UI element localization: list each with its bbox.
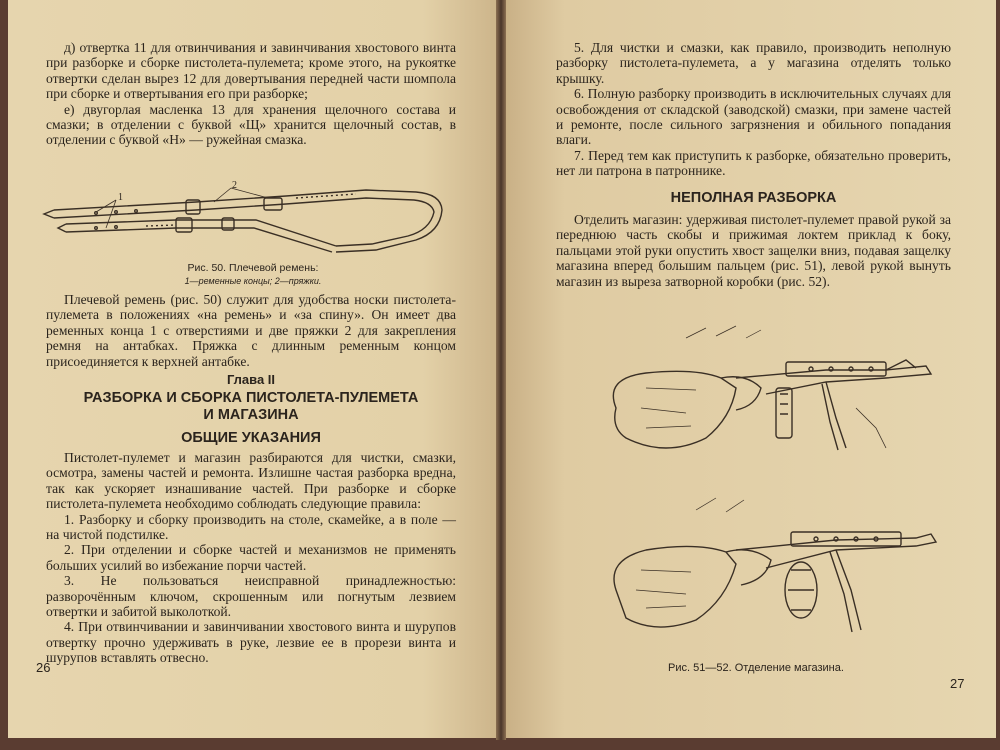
figure-50-caption: [118, 262, 388, 288]
item-d-text: д) отвертка 11 для отвинчивания и завинчивания хвостового винта при разборке и сборке пистолета-пулемета; кроме этого, на рукоятке отвертки сделан вырез 12 для довертывания передней части шомпола при сборке и отвертывания его при разборке;: [46, 40, 456, 102]
section-title-partial: НЕПОЛНАЯ РАЗБОРКА: [670, 190, 837, 206]
strap-description: [46, 292, 456, 369]
figure-label-2: 2: [232, 180, 237, 191]
item-e-text: е) двугорлая масленка 13 для хранения щелочного состава и смазки; в отделении с буквой «Щ» хранится щелочный состав, в отделении с буквой «Н» — ружейная смазка.: [46, 101, 456, 148]
rule-6: 6. Полную разборку производить в исключительных случаях для освобождения от складской (заводской) смазки, при замене частей и ремонте, после сильного загрязнения и обильного попадания влаги.: [556, 86, 951, 148]
general-instructions: [46, 450, 456, 666]
figure-51-52-caption: Рис. 51—52. Отделение магазина.: [668, 662, 844, 674]
general-paragraph: Пистолет-пулемет и магазин разбираются для чистки, смазки, осмотра, замены частей и ремонта. Излишне частая разборка вредна, так как ускоряет изнашивание частей. При разборке и сборке пистолета-пулемета необходимо соблюдать следующие правила:: [46, 450, 456, 512]
chapter-title-line-2: И МАГАЗИНА: [203, 407, 299, 423]
book-gutter: [496, 0, 506, 740]
rule-1: 1. Разборку и сборку производить на столе, скамейке, а в поле — на чистой подстилке.: [46, 511, 456, 543]
page-number-left: 26: [36, 660, 51, 675]
chapter-title: [46, 390, 456, 424]
figure-52-illustration: [576, 490, 956, 650]
strap-paragraph: Плечевой ремень (рис. 50) служит для удобства носки пистолета-пулемета в положениях «на ремень» и «за спину». Он имеет два ременных конца 1 с отверстиями и две пряжки 2 для закрепления ремня на антабках. Пряжка с длинным ременным концом присоединяется к верхней антабке.: [46, 292, 456, 369]
rule-7: 7. Перед тем как приступить к разборке, обязательно проверить, нет ли патрона в патроннике.: [556, 147, 951, 179]
rule-2: 2. При отделении и сборке частей и механизмов не применять больших усилий во избежание порчи частей.: [46, 542, 456, 573]
right-page: [506, 0, 996, 738]
magazine-paragraph: Отделить магазин: удерживая пистолет-пулемет правой рукой за переднюю часть скобы и прижимая локтем приклад к боку, пальцами этой руки опустить хвост защелки вниз, подавая защелку магазина вперед большим пальцем (рис. 51), левой рукой вынуть магазин из выреза затворной коробки (рис. 52).: [556, 212, 951, 289]
chapter-title-line-1: РАЗБОРКА И СБОРКА ПИСТОЛЕТА-ПУЛЕМЕТА: [83, 390, 419, 406]
page-number-right: 27: [950, 676, 965, 691]
figure-50-title: Рис. 50. Плечевой ремень:: [187, 262, 319, 274]
item-d-screwdriver: [46, 40, 456, 148]
chapter-number: Глава II: [226, 372, 276, 387]
magazine-removal: [556, 212, 951, 289]
section-title-general: ОБЩИЕ УКАЗАНИЯ: [181, 430, 321, 446]
figure-label-1: 1: [118, 192, 123, 203]
shoulder-strap-illustration: [36, 180, 466, 260]
figure-51-illustration: [586, 318, 966, 478]
rules-5-7: [556, 40, 951, 179]
rule-4: 4. При отвинчивании и завинчивании хвостового винта и шурупов отвертку прочно удерживать в руке, лезвие ее в прорези винта и шурупов вставлять отвесно.: [46, 619, 456, 666]
rule-3: 3. Не пользоваться неисправной принадлежностью: разворочённым ключом, скрошенным или погнутым лезвием отвертки и забитой выколоткой.: [46, 573, 456, 620]
rule-5: 5. Для чистки и смазки, как правило, производить неполную разборку пистолета-пулемета, а у магазина отделять только крышку.: [556, 40, 951, 86]
figure-50-legend: 1—ременные концы; 2—пряжки.: [184, 276, 322, 286]
left-page: [8, 0, 496, 738]
